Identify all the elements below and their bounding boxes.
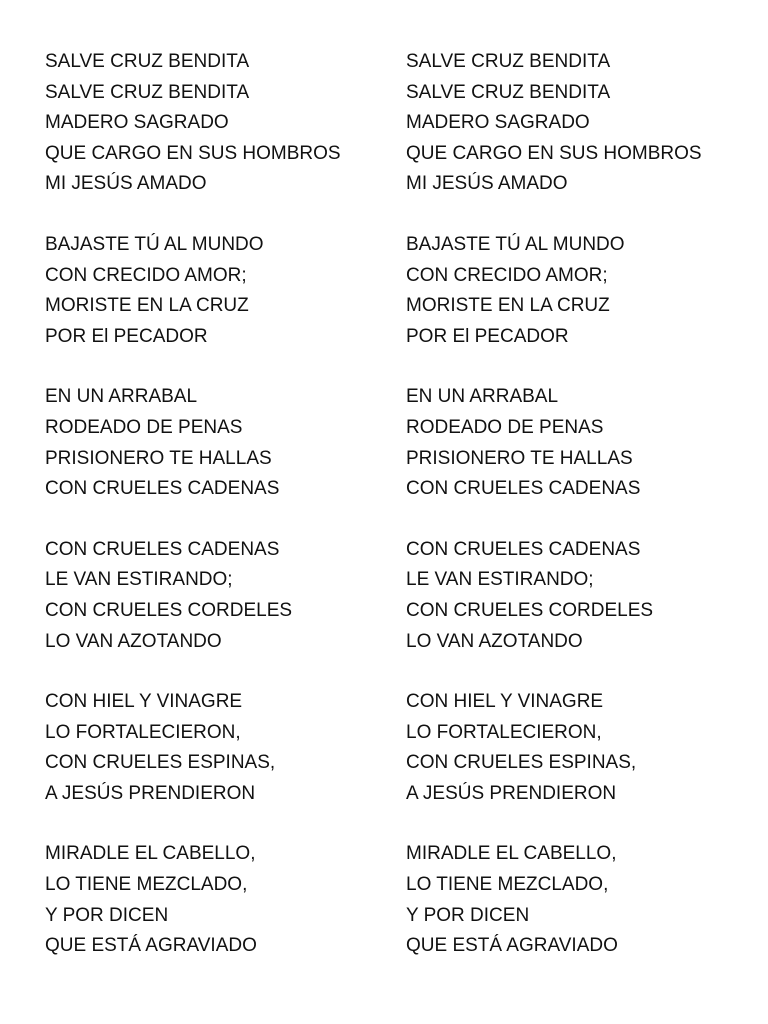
- stanza-6: [406, 839, 746, 961]
- verse-line: RODEADO DE PENAS: [406, 416, 604, 438]
- verse-line: MI JESÚS AMADO: [406, 173, 568, 195]
- verse-line: QUE ESTÁ AGRAVIADO: [45, 935, 257, 957]
- verse-line: A JESÚS PRENDIERON: [45, 782, 256, 804]
- left-column: [45, 47, 385, 992]
- verse-line: CON CRUELES CADENAS: [406, 478, 641, 500]
- stanza-6: [45, 839, 385, 961]
- stanza-4: [45, 535, 385, 657]
- verse-line: MADERO SAGRADO: [406, 112, 590, 134]
- verse-line: LO FORTALECIERON,: [406, 721, 602, 743]
- verse-line: Y POR DICEN: [406, 904, 530, 926]
- verse-line: CON HIEL Y VINAGRE: [45, 691, 243, 713]
- verse-line: RODEADO DE PENAS: [45, 416, 243, 438]
- verse-line: QUE CARGO EN SUS HOMBROS: [45, 142, 341, 164]
- verse-line: MIRADLE EL CABELLO,: [45, 843, 256, 865]
- stanza-2: [45, 230, 385, 352]
- verse-line: MORISTE EN LA CRUZ: [406, 295, 610, 317]
- verse-line: POR El PECADOR: [406, 325, 569, 347]
- verse-line: LO TIENE MEZCLADO,: [45, 874, 248, 896]
- verse-line: SALVE CRUZ BENDITA: [406, 81, 611, 103]
- verse-line: MORISTE EN LA CRUZ: [45, 295, 249, 317]
- verse-line: EN UN ARRABAL: [406, 386, 559, 408]
- verse-line: LO TIENE MEZCLADO,: [406, 874, 609, 896]
- verse-line: A JESÚS PRENDIERON: [406, 782, 617, 804]
- right-column: [406, 47, 746, 992]
- verse-line: POR El PECADOR: [45, 325, 208, 347]
- verse-line: MIRADLE EL CABELLO,: [406, 843, 617, 865]
- verse-line: SALVE CRUZ BENDITA: [45, 81, 250, 103]
- verse-line: LO FORTALECIERON,: [45, 721, 241, 743]
- stanza-4: [406, 535, 746, 657]
- verse-line: CON HIEL Y VINAGRE: [406, 691, 604, 713]
- stanza-1: [406, 47, 746, 200]
- verse-line: CON CRUELES ESPINAS,: [406, 752, 637, 774]
- verse-line: CON CRECIDO AMOR;: [406, 264, 608, 286]
- verse-line: LE VAN ESTIRANDO;: [406, 569, 594, 591]
- verse-line: CON CRUELES CADENAS: [406, 538, 641, 560]
- verse-line: BAJASTE TÚ AL MUNDO: [406, 233, 625, 255]
- stanza-5: [45, 687, 385, 809]
- verse-line: Y POR DICEN: [45, 904, 169, 926]
- verse-line: CON CRUELES CADENAS: [45, 538, 280, 560]
- verse-line: MI JESÚS AMADO: [45, 173, 207, 195]
- verse-line: CON CRUELES ESPINAS,: [45, 752, 276, 774]
- verse-line: PRISIONERO TE HALLAS: [406, 447, 633, 469]
- stanza-3: [45, 382, 385, 504]
- verse-line: SALVE CRUZ BENDITA: [406, 51, 611, 72]
- verse-line: SALVE CRUZ BENDITA: [45, 51, 250, 72]
- verse-line: CON CRUELES CADENAS: [45, 478, 280, 500]
- verse-line: PRISIONERO TE HALLAS: [45, 447, 272, 469]
- verse-line: LO VAN AZOTANDO: [406, 630, 583, 652]
- verse-line: LO VAN AZOTANDO: [45, 630, 222, 652]
- verse-line: QUE ESTÁ AGRAVIADO: [406, 935, 618, 957]
- verse-line: MADERO SAGRADO: [45, 112, 229, 134]
- stanza-1: [45, 47, 385, 200]
- verse-line: CON CRUELES CORDELES: [406, 599, 654, 621]
- stanza-3: [406, 382, 746, 504]
- verse-line: CON CRUELES CORDELES: [45, 599, 293, 621]
- verse-line: CON CRECIDO AMOR;: [45, 264, 247, 286]
- stanza-5: [406, 687, 746, 809]
- verse-line: EN UN ARRABAL: [45, 386, 198, 408]
- verse-line: LE VAN ESTIRANDO;: [45, 569, 233, 591]
- verse-line: BAJASTE TÚ AL MUNDO: [45, 233, 264, 255]
- stanza-2: [406, 230, 746, 352]
- verse-line: QUE CARGO EN SUS HOMBROS: [406, 142, 702, 164]
